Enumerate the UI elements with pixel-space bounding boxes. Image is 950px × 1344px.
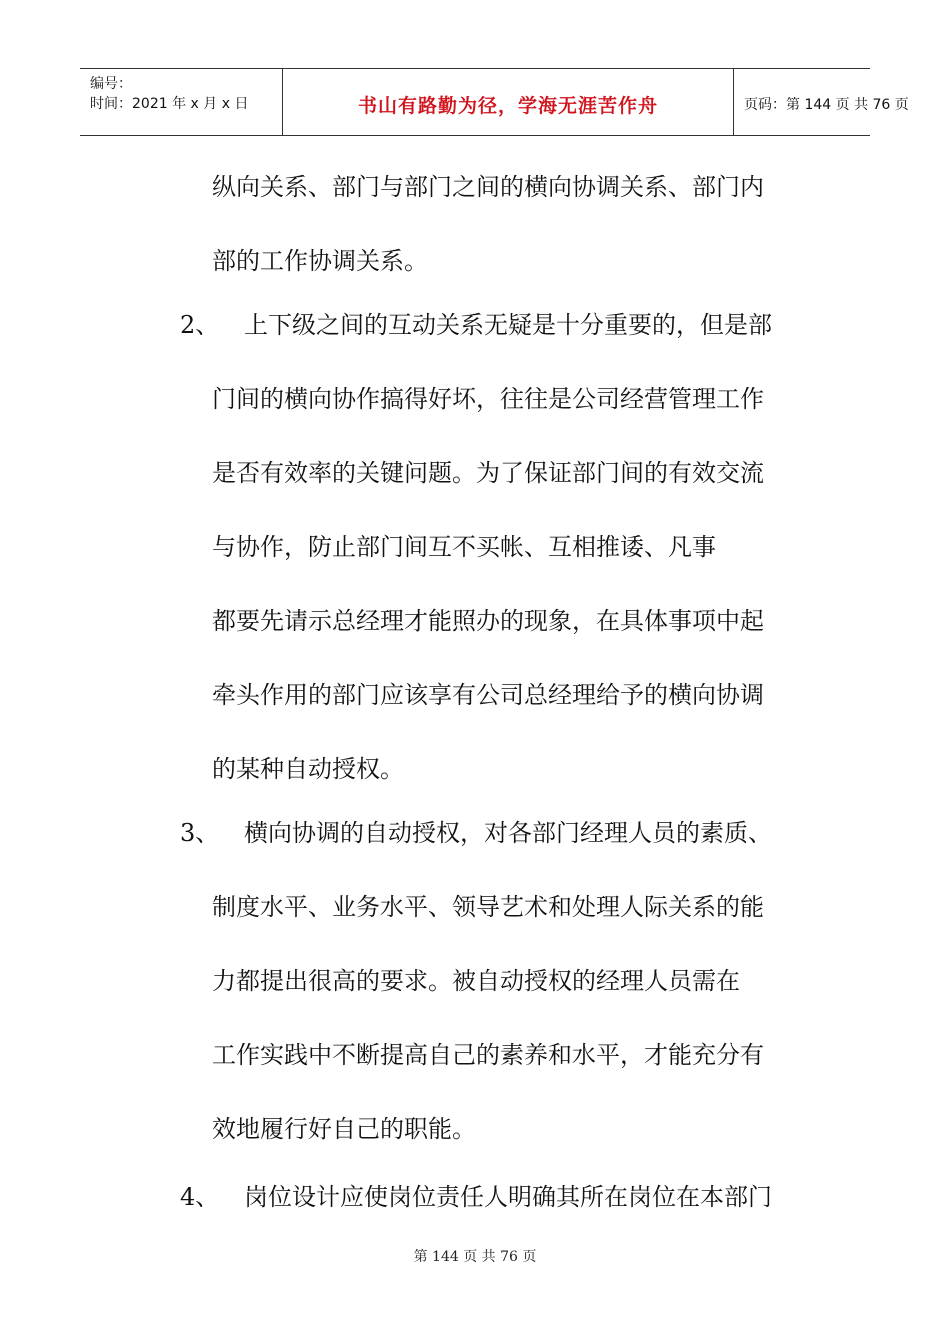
page-footer: 第 144 页 共 76 页 xyxy=(413,1249,537,1265)
serial-label: 编号： xyxy=(90,76,132,92)
body-line: 都要先请示总经理才能照办的现象，在具体事项中起 xyxy=(212,607,764,635)
body-line: 与协作，防止部门间互不买帐、互相推诿、凡事 xyxy=(212,533,716,561)
list-number: 2、 xyxy=(180,311,220,339)
header-page-cell xyxy=(734,69,909,135)
body-line: 力都提出很高的要求。被自动授权的经理人员需在 xyxy=(212,967,740,995)
body-line: 工作实践中不断提高自己的素养和水平，才能充分有 xyxy=(212,1041,764,1069)
body-line: 上下级之间的互动关系无疑是十分重要的，但是部 xyxy=(244,311,772,339)
body-line: 门间的横向协作搞得好坏，往往是公司经营管理工作 xyxy=(212,385,764,413)
header-meta-cell xyxy=(80,69,282,135)
body-line: 的某种自动授权。 xyxy=(212,755,404,783)
body-line: 牵头作用的部门应该享有公司总经理给予的横向协调 xyxy=(212,681,764,709)
body-line: 制度水平、业务水平、领导艺术和处理人际关系的能 xyxy=(212,893,764,921)
body-line: 是否有效率的关键问题。为了保证部门间的有效交流 xyxy=(212,459,764,487)
body-line: 效地履行好自己的职能。 xyxy=(212,1115,476,1143)
header-motto-cell xyxy=(282,69,734,135)
body-line: 纵向关系、部门与部门之间的横向协调关系、部门内 xyxy=(212,173,764,201)
document-header xyxy=(80,68,909,136)
time-label: 时间：2021 年 x 月 x 日 xyxy=(90,96,249,112)
body-line: 部的工作协调关系。 xyxy=(212,247,428,275)
body-line: 岗位设计应使岗位责任人明确其所在岗位在本部门 xyxy=(244,1183,772,1211)
header-page-info: 页码：第 144 页 共 76 页 xyxy=(744,97,909,113)
list-number: 4、 xyxy=(180,1183,220,1211)
body-line: 横向协调的自动授权，对各部门经理人员的素质、 xyxy=(244,819,772,847)
header-motto: 书山有路勤为径，学海无涯苦作舟 xyxy=(357,95,658,117)
list-number: 3、 xyxy=(180,819,220,847)
